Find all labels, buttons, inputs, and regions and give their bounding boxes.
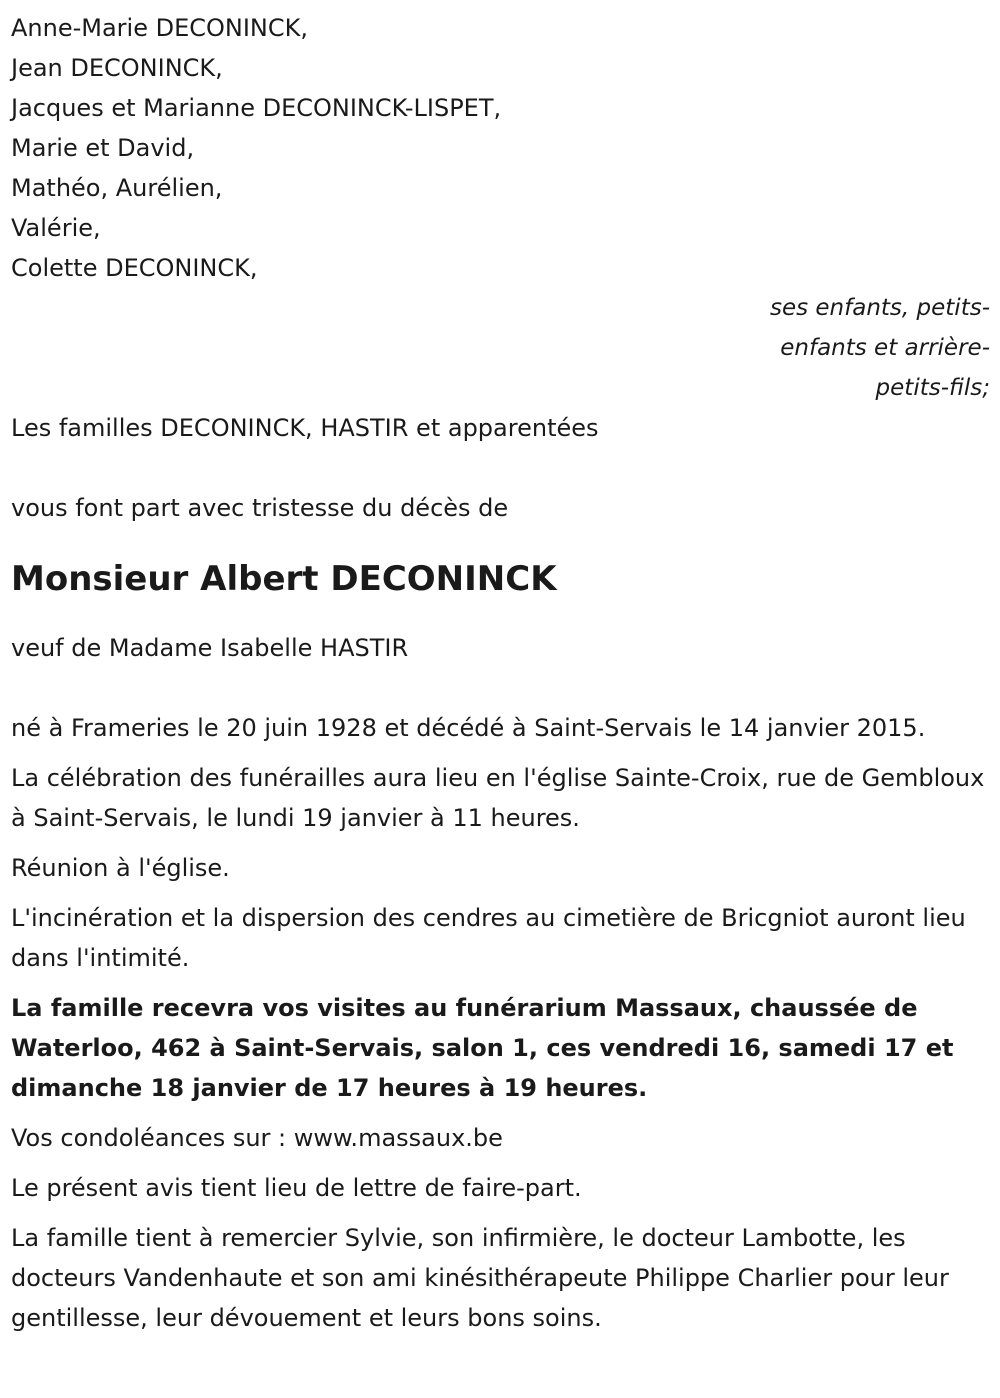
notice-paragraph: Le présent avis tient lieu de lettre de faire-part.: [11, 1174, 582, 1202]
thanks-paragraph: La famille tient à remercier Sylvie, son infirmière, le docteur Lambotte, les docteurs Vandenhaute et son ami kinésithérapeute Philippe Charlier pour leur gentillesse, leur dévouement et leurs bons soins.: [11, 1224, 949, 1332]
family-member: Valérie,: [11, 214, 101, 242]
relation-caption: [11, 288, 996, 408]
obituary-notice: [11, 8, 996, 1348]
announcement-line: vous font part avec tristesse du décès de: [11, 494, 509, 522]
relation-line: petits-fils;: [875, 375, 990, 401]
condolences-paragraph: Vos condoléances sur : www.massaux.be: [11, 1124, 503, 1152]
relation-line: enfants et arrière-: [780, 335, 990, 361]
family-member: Mathéo, Aurélien,: [11, 174, 223, 202]
family-member: Jean DECONINCK,: [11, 54, 223, 82]
family-member: Marie et David,: [11, 134, 195, 162]
ceremony-paragraph: La célébration des funérailles aura lieu en l'église Sainte-Croix, rue de Gembloux à Saint-Servais, le lundi 19 janvier à 11 heures.: [11, 764, 985, 832]
family-member: Jacques et Marianne DECONINCK-LISPET,: [11, 94, 502, 122]
family-member: Anne-Marie DECONINCK,: [11, 14, 309, 42]
spacer: [11, 448, 996, 488]
family-member: Colette DECONINCK,: [11, 254, 258, 282]
cremation-paragraph: L'incinération et la dispersion des cendres au cimetière de Bricgniot auront lieu dans l'intimité.: [11, 904, 966, 972]
family-members-list: [11, 8, 996, 288]
visits-paragraph: La famille recevra vos visites au funérarium Massaux, chaussée de Waterloo, 462 à Saint-Servais, salon 1, ces vendredi 16, samedi 17 et dimanche 18 janvier de 17 heures à 19 heures.: [11, 994, 954, 1102]
deceased-name: Monsieur Albert DECONINCK: [11, 559, 557, 599]
families-line: Les familles DECONINCK, HASTIR et apparentées: [11, 414, 599, 442]
widower-line: veuf de Madame Isabelle HASTIR: [11, 634, 409, 662]
meeting-paragraph: Réunion à l'église.: [11, 854, 230, 882]
birth-death-paragraph: né à Frameries le 20 juin 1928 et décédé à Saint-Servais le 14 janvier 2015.: [11, 714, 926, 742]
relation-line: ses enfants, petits-: [769, 295, 990, 321]
